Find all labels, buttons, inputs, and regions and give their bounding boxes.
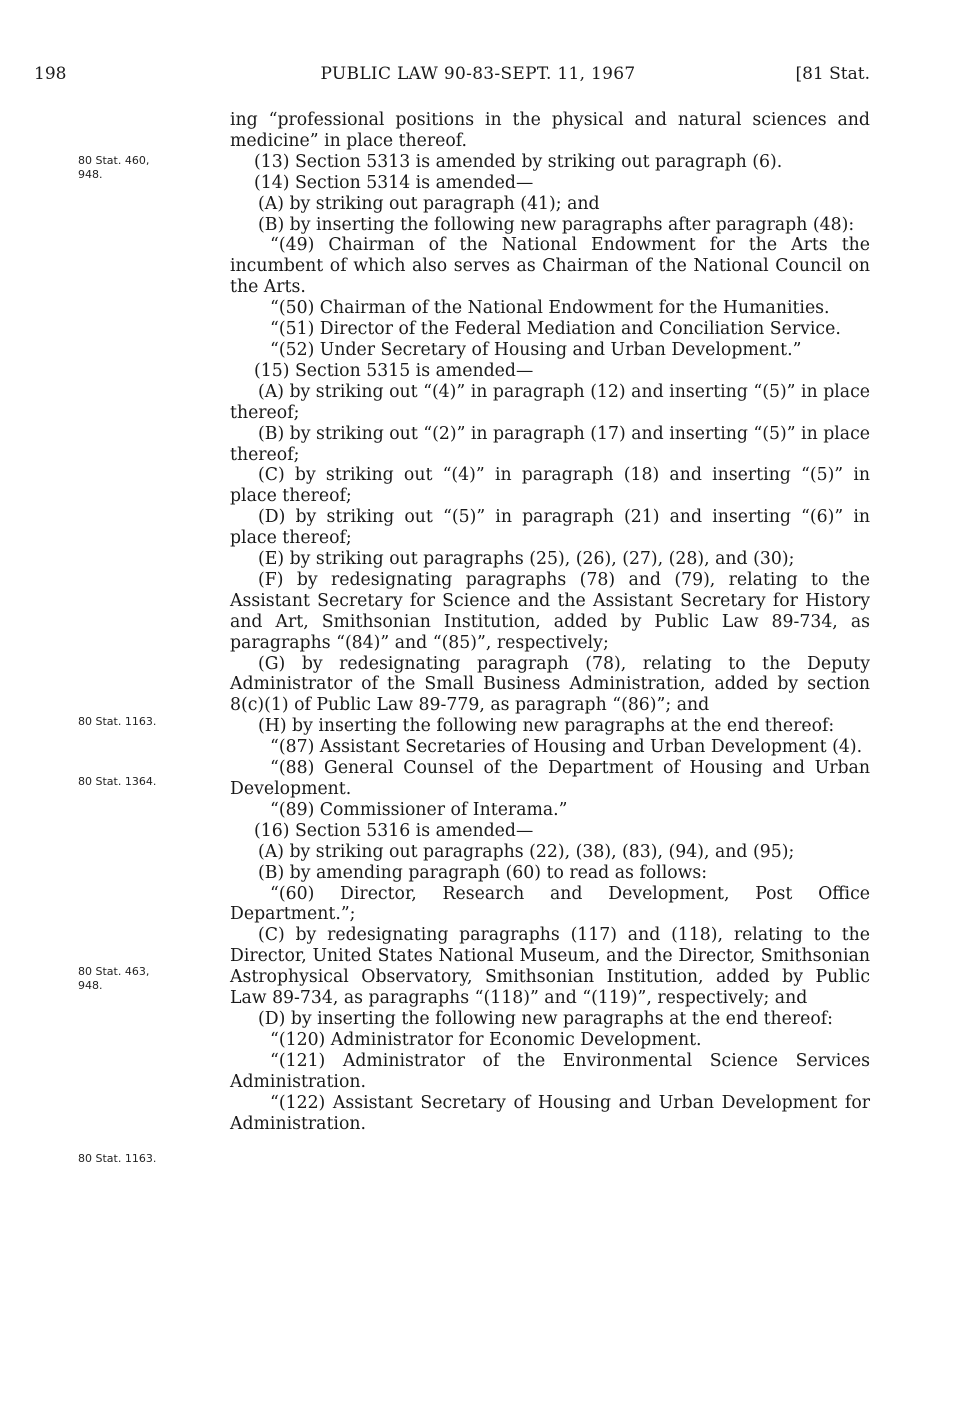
paragraph: (A) by striking out “(4)” in paragraph (12) and inserting “(5)” in place thereof; [230,381,870,423]
margin-citation: 80 Stat. 1364. [78,775,157,788]
paragraph: (16) Section 5316 is amended— [254,820,534,841]
paragraph: (15) Section 5315 is amended— [254,360,534,381]
paragraph: “(52) Under Secretary of Housing and Urban Development.” [270,339,802,360]
paragraph: (A) by striking out paragraphs (22), (38), (83), (94), and (95); [258,841,795,862]
paragraph: “(60) Director, Research and Development, Post Office Department.”; [230,883,870,925]
margin-citation: 80 Stat. 1163. [78,715,157,728]
header-title: PUBLIC LAW 90-83-SEPT. 11, 1967 [320,64,636,84]
volume-reference: [81 Stat. [795,64,870,84]
paragraph: (B) by amending paragraph (60) to read as follows: [258,862,708,883]
paragraph: “(50) Chairman of the National Endowment for the Humanities. [270,298,830,319]
margin-citation: 80 Stat. 460, 948. [78,154,150,181]
paragraph: “(89) Commissioner of Interama.” [270,799,568,820]
page-number: 198 [34,64,67,84]
paragraph: (13) Section 5313 is amended by striking out paragraph (6). [254,151,783,172]
paragraph: “(49) Chairman of the National Endowment for the Arts the incumbent of which also serves as Chairman of the National Council on the Arts. [230,235,870,298]
paragraph: “(88) General Counsel of the Department of Housing and Urban Development. [230,758,870,799]
statute-text [230,110,870,1134]
paragraph: “(120) Administrator for Economic Development. [270,1029,702,1050]
paragraph: “(121) Administrator of the Environmental Science Services Administration. [230,1050,870,1092]
margin-citation: 80 Stat. 1163. [78,1152,157,1165]
paragraph: (A) by striking out paragraph (41); and [258,193,600,214]
paragraph: (C) by striking out “(4)” in paragraph (18) and inserting “(5)” in place thereof; [230,465,870,507]
paragraph: “(51) Director of the Federal Mediation and Conciliation Service. [270,319,841,340]
paragraph: (G) by redesignating paragraph (78), relating to the Deputy Administrator of the Small Business Administration, added by section 8(c)(1) of Public Law 89-779, as paragraph “(86)”; and [230,653,870,716]
paragraph: ing “professional positions in the physical and natural sciences and medicine” in place thereof. [230,110,870,151]
paragraph: (F) by redesignating paragraphs (78) and (79), relating to the Assistant Secretary for Science and the Assistant Secretary for History and Art, Smithsonian Institution, added by Public Law 89-734, as paragraphs “(84)” and “(85)”, respectively; [230,569,870,653]
paragraph: (D) by inserting the following new paragraphs at the end thereof: [258,1008,833,1029]
paragraph: (D) by striking out “(5)” in paragraph (21) and inserting “(6)” in place thereof; [230,507,870,549]
paragraph: “(122) Assistant Secretary of Housing and Urban Development for Administration. [230,1092,870,1134]
paragraph: (E) by striking out paragraphs (25), (26), (27), (28), and (30); [258,549,795,570]
paragraph: (B) by striking out “(2)” in paragraph (17) and inserting “(5)” in place thereof; [230,423,870,465]
paragraph: (B) by inserting the following new paragraphs after paragraph (48): [258,214,855,235]
paragraph: (14) Section 5314 is amended— [254,172,534,193]
paragraph: “(87) Assistant Secretaries of Housing and Urban Development (4). [270,737,863,758]
margin-citation: 80 Stat. 463, 948. [78,965,150,992]
running-header [0,64,956,88]
paragraph: (H) by inserting the following new paragraphs at the end thereof: [258,716,835,737]
paragraph: (C) by redesignating paragraphs (117) and (118), relating to the Director, United States National Museum, and the Director, Smithsonian Astrophysical Observatory, Smithsonian Institution, added by Public Law 89-734, as paragraphs “(118)” and “(119)”, respectively; and [230,925,870,1009]
